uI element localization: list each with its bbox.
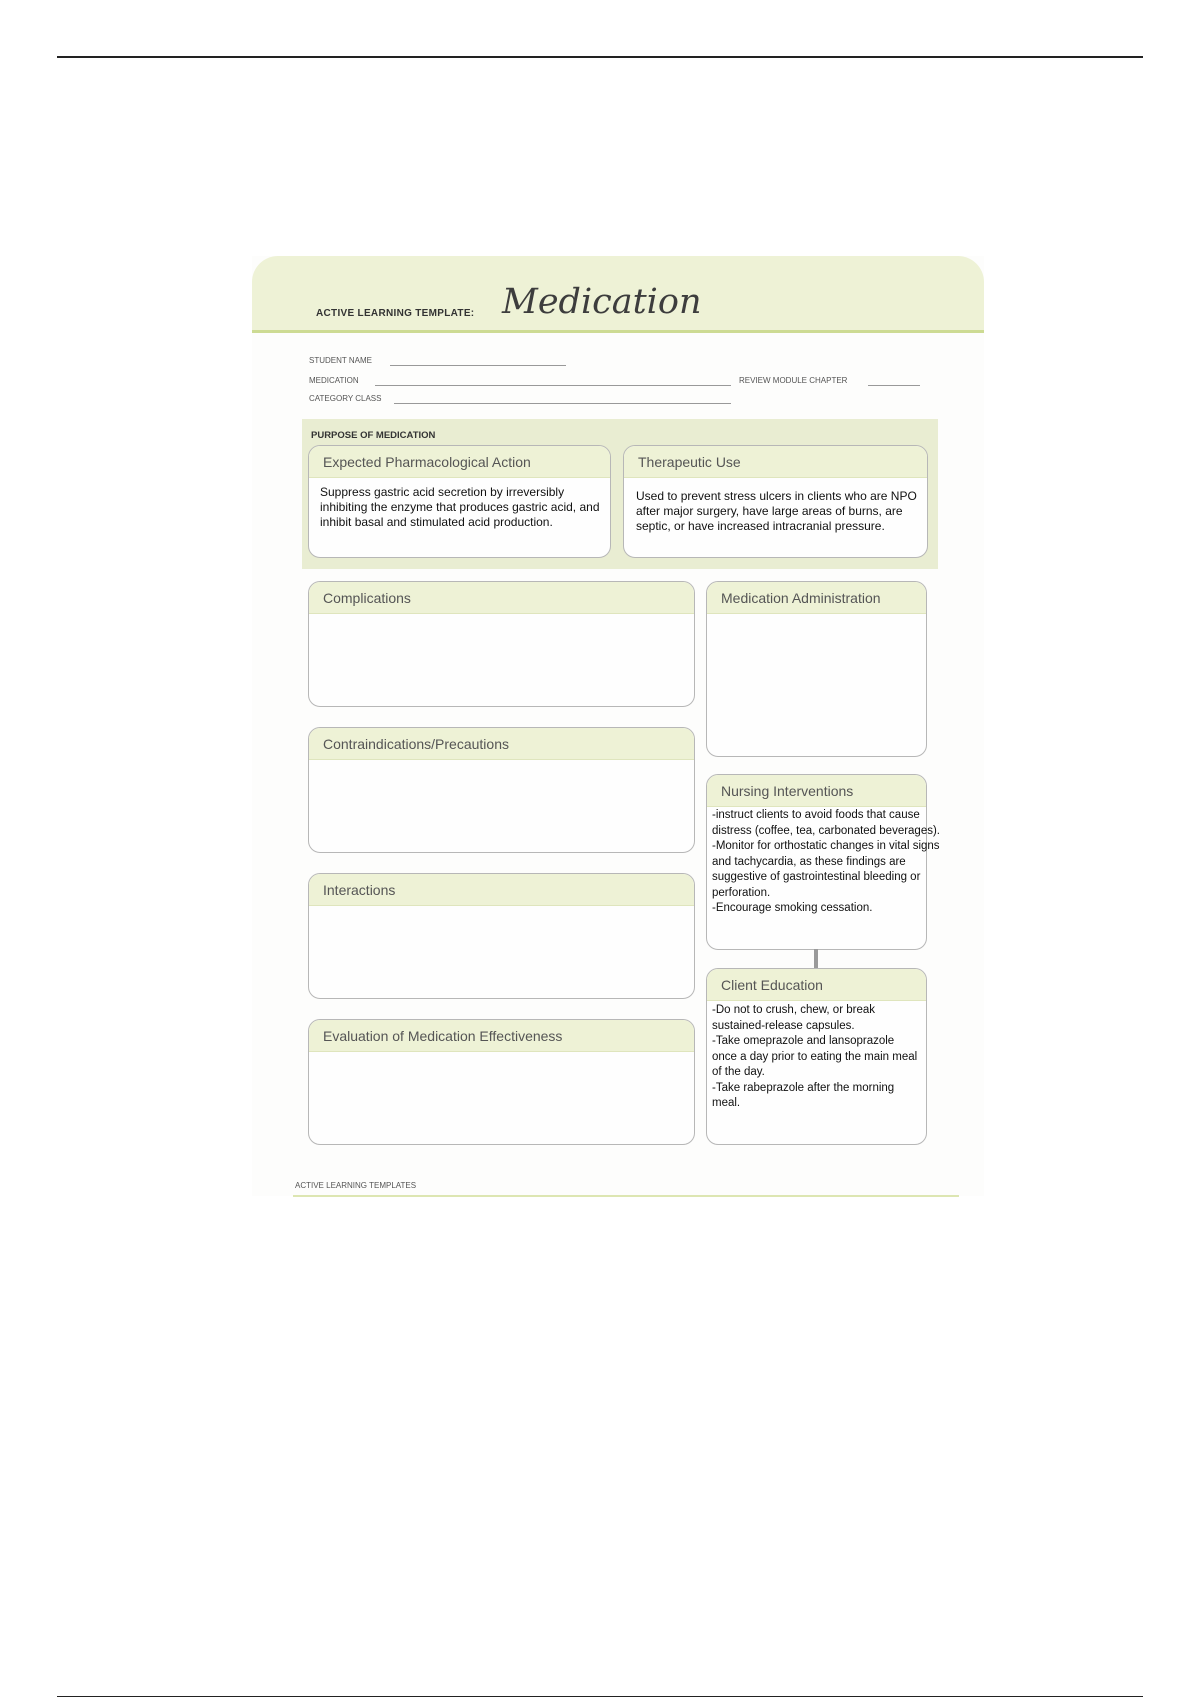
purpose-label: PURPOSE OF MEDICATION (311, 430, 436, 441)
template-title: Medication (502, 282, 702, 322)
therapeutic-use-title: Therapeutic Use (624, 446, 927, 478)
student-name-line[interactable] (390, 365, 566, 366)
pharmacological-action-title: Expected Pharmacological Action (309, 446, 610, 478)
contraindications-box (308, 727, 695, 853)
medication-line[interactable] (375, 385, 731, 386)
medication-administration-box (706, 581, 927, 757)
complications-title: Complications (309, 582, 694, 614)
evaluation-title: Evaluation of Medication Effectiveness (309, 1020, 694, 1052)
template-header (252, 256, 984, 333)
therapeutic-use-box (623, 445, 928, 558)
client-education-text: -Do not to crush, chew, or break sustained-release capsules. -Take omeprazole and lansoprazole once a day prior to eating the main meal of the day. -Take rabeprazole after the morning meal. (712, 1004, 918, 1109)
review-module-chapter-line[interactable] (868, 385, 920, 386)
interactions-title: Interactions (309, 874, 694, 906)
pharmacological-action-box (308, 445, 611, 558)
interactions-box (308, 873, 695, 999)
client-education-box (706, 968, 927, 1145)
category-class-line[interactable] (394, 403, 731, 404)
medication-template-sheet (252, 256, 984, 1196)
complications-box (308, 581, 695, 707)
evaluation-box (308, 1019, 695, 1145)
pharmacological-action-text: Suppress gastric acid secretion by irreversibly inhibiting the enzyme that produces gastric acid, and inhibit basal and stimulated acid production. (320, 485, 600, 529)
interventions-education-connector (814, 949, 818, 968)
footer-label: ACTIVE LEARNING TEMPLATES (295, 1181, 417, 1190)
nursing-interventions-title: Nursing Interventions (707, 775, 926, 807)
contraindications-title: Contraindications/Precautions (309, 728, 694, 760)
category-class-label: CATEGORY CLASS (309, 394, 382, 403)
student-name-label: STUDENT NAME (309, 356, 372, 365)
footer-rule (293, 1195, 959, 1197)
page-bottom-rule (57, 1696, 1143, 1697)
nursing-interventions-box (706, 774, 941, 950)
therapeutic-use-text: Used to prevent stress ulcers in clients who are NPO after major surgery, have large areas of burns, are septic, or have increased intracranial pressure. (636, 489, 917, 533)
nursing-interventions-text: -instruct clients to avoid foods that cause distress (coffee, tea, carbonated beverages). -Monitor for orthostatic changes in vital signs and tachycardia, as these findings are suggestive of gastrointestinal bleeding or perforation. -Encourage smoking cessation. (712, 809, 941, 914)
template-header-label: ACTIVE LEARNING TEMPLATE: (316, 308, 475, 319)
medication-administration-title: Medication Administration (707, 582, 926, 614)
review-module-chapter-label: REVIEW MODULE CHAPTER (739, 376, 848, 385)
medication-label: MEDICATION (309, 376, 359, 385)
page-top-rule (57, 56, 1143, 58)
client-education-title: Client Education (707, 969, 926, 1001)
